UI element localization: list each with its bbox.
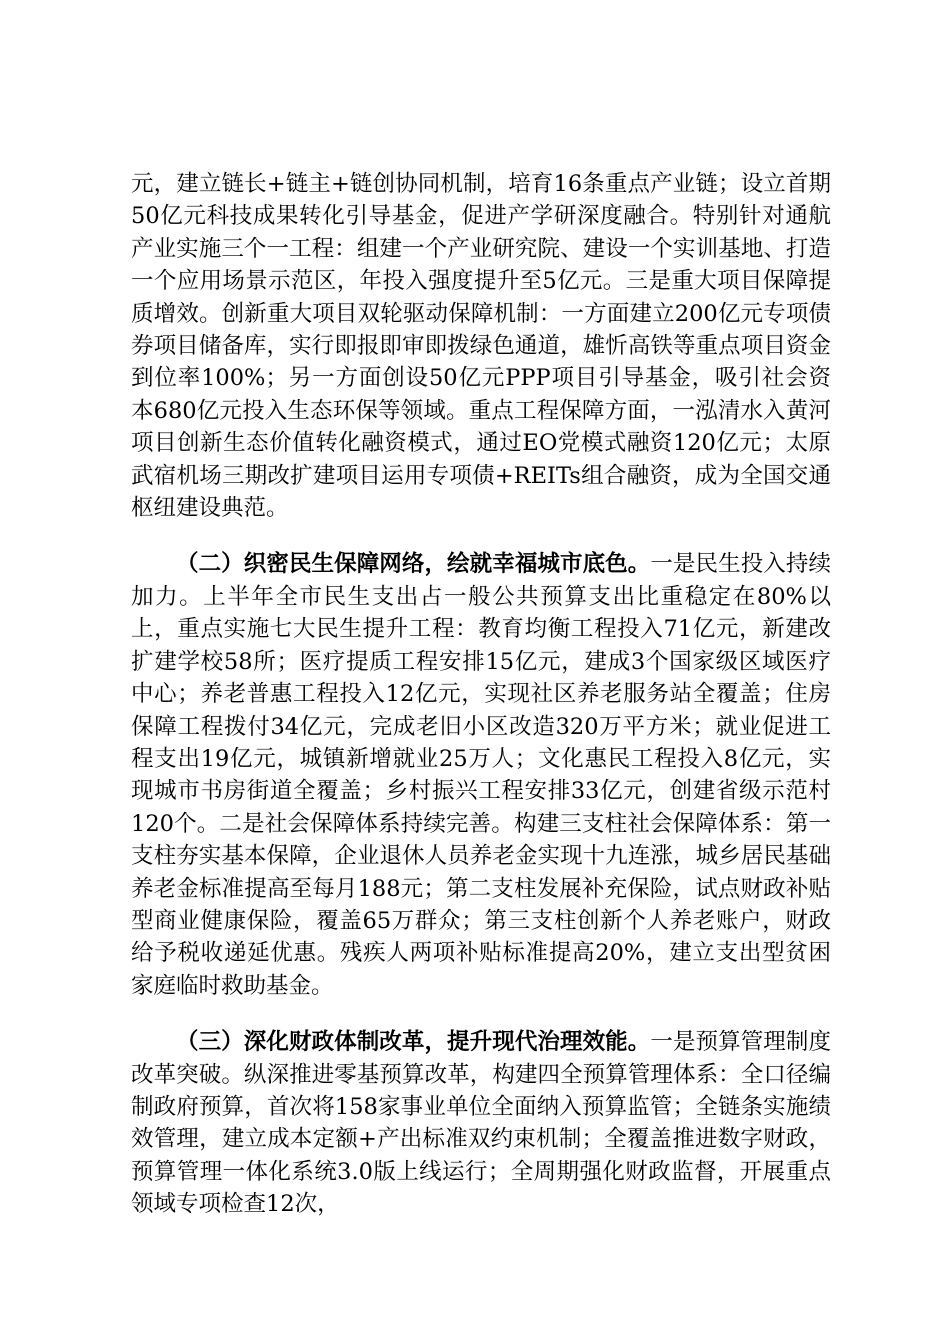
document-page bbox=[131, 168, 831, 1245]
paragraph-2 bbox=[131, 548, 831, 1002]
section-heading-2: （二）织密民生保障网络，绘就幸福城市底色。 bbox=[176, 551, 651, 578]
paragraph-3-text: 一是预算管理制度改革突破。纵深推进零基预算改革，构建四全预算管理体系：全口径编制政府预算，首次将158家事业单位全面纳入预算监管；全链条实施绩效管理，建立成本定额+产出标准双约束机制；全覆盖推进数字财政，预算管理一体化系统3.0版上线运行；全周期强化财政监督，开展重点领域专项检查12次， bbox=[131, 1029, 831, 1218]
paragraph-1 bbox=[131, 168, 831, 524]
section-heading-3: （三）深化财政体制改革，提升现代治理效能。 bbox=[176, 1029, 651, 1056]
paragraph-3 bbox=[131, 1026, 831, 1220]
paragraph-2-text: 一是民生投入持续加力。上半年全市民生支出占一般公共预算支出比重稳定在80%以上，重点实施七大民生提升工程：教育均衡工程投入71亿元，新建改扩建学校58所；医疗提质工程安排15亿元，建成3个国家级区域医疗中心；养老普惠工程投入12亿元，实现社区养老服务站全覆盖；住房保障工程拨付34亿元，完成老旧小区改造320万平方米；就业促进工程支出19亿元，城镇新增就业25万人；文化惠民工程投入8亿元，实现城市书房街道全覆盖；乡村振兴工程安排33亿元，创建省级示范村120个。二是社会保障体系持续完善。构建三支柱社会保障体系：第一支柱夯实基本保障，企业退休人员养老金实现十九连涨，城乡居民基础养老金标准提高至每月188元；第二支柱发展补充保险，试点财政补贴型商业健康保险，覆盖65万群众；第三支柱创新个人养老账户，财政给予税收递延优惠。残疾人两项补贴标准提高20%，建立支出型贫困家庭临时救助基金。 bbox=[131, 551, 831, 999]
paragraph-1-text: 元，建立链长+链主+链创协同机制，培育16条重点产业链；设立首期50亿元科技成果转化引导基金，促进产学研深度融合。特别针对通航产业实施三个一工程：组建一个产业研究院、建设一个实训基地、打造一个应用场景示范区，年投入强度提升至5亿元。三是重大项目保障提质增效。创新重大项目双轮驱动保障机制：一方面建立200亿元专项债券项目储备库，实行即报即审即拨绿色通道，雄忻高铁等重点项目资金到位率100%；另一方面创设50亿元PPP项目引导基金，吸引社会资本680亿元投入生态环保等领域。重点工程保障方面，一泓清水入黄河项目创新生态价值转化融资模式，通过EO党模式融资120亿元；太原武宿机场三期改扩建项目运用专项债+REITs组合融资，成为全国交通枢纽建设典范。 bbox=[131, 171, 831, 522]
